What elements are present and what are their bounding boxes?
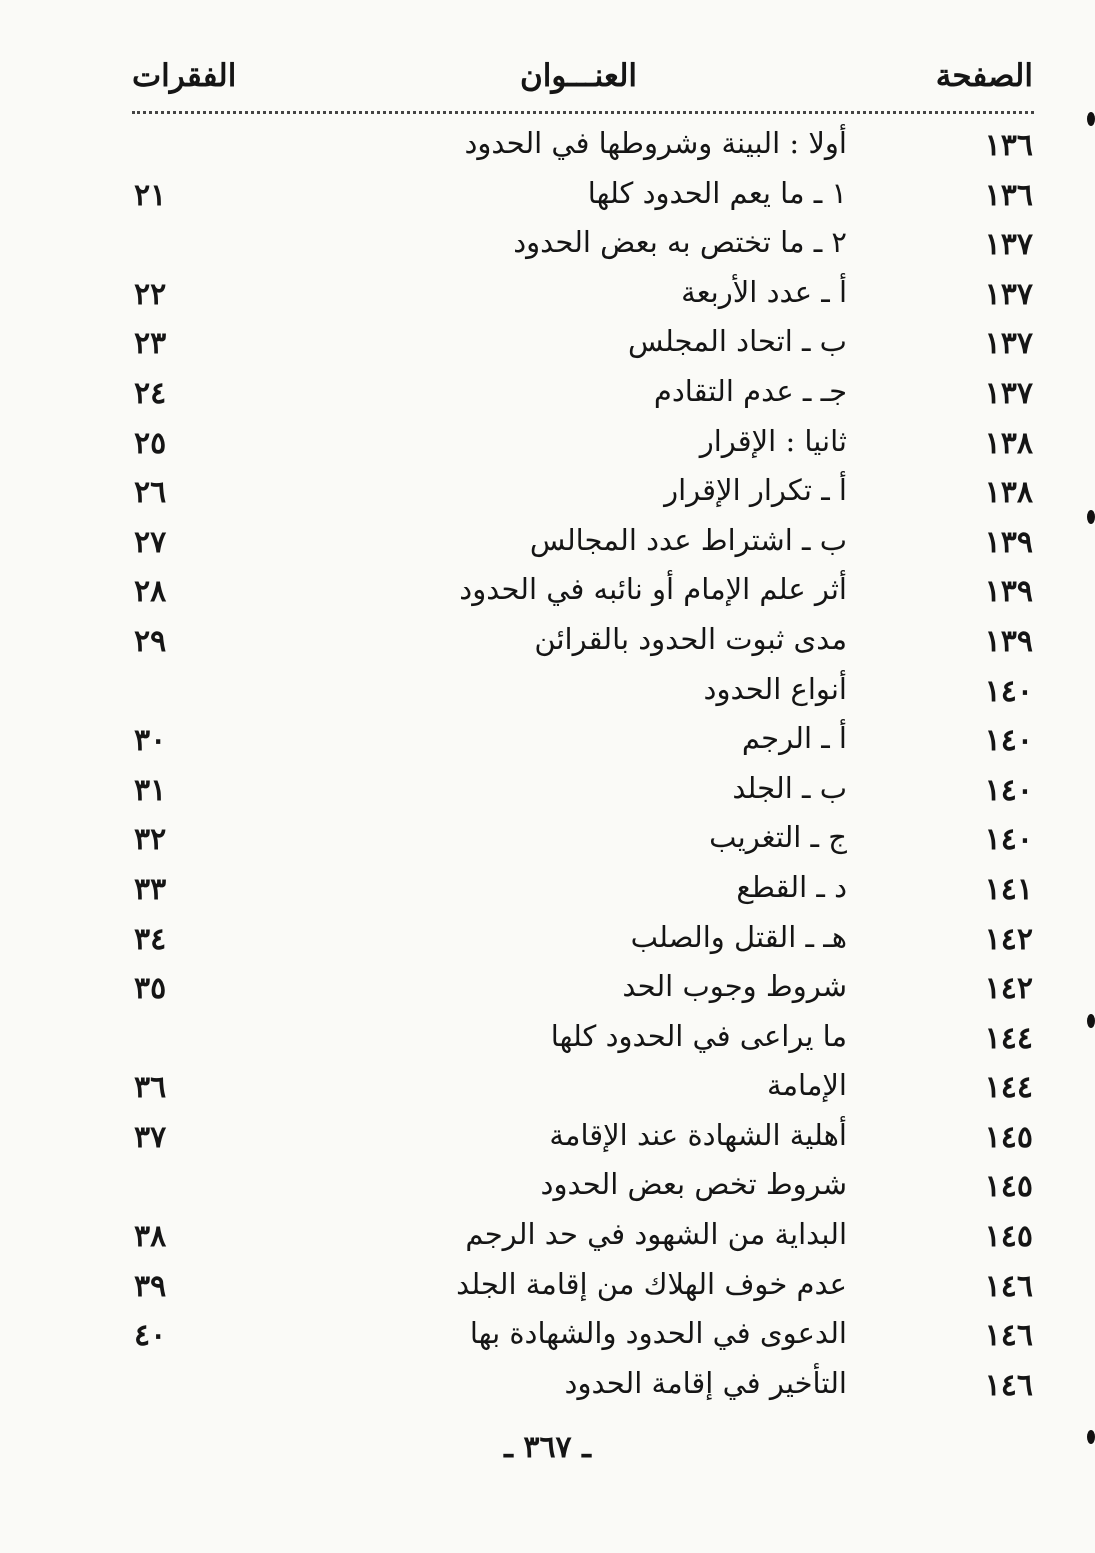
entry-page-number: ١٤٦ (984, 1367, 1033, 1403)
index-list (0, 126, 1095, 1415)
list-item (0, 672, 1095, 722)
list-item (0, 1316, 1095, 1366)
entry-paragraph-number: ٣٦ (134, 1070, 167, 1106)
entry-title: جـ ـ عدم التقادم (653, 373, 847, 408)
entry-paragraph-number: ٤٠ (134, 1318, 167, 1354)
entry-title: عدم خوف الهلاك من إقامة الجلد (456, 1266, 847, 1301)
entry-page-number: ١٤٠ (984, 772, 1033, 808)
entry-paragraph-number: ٢٣ (134, 326, 167, 362)
entry-title: أولا : البينة وشروطها في الحدود (464, 126, 847, 160)
entry-page-number: ١٣٧ (984, 276, 1033, 312)
entry-page-number: ١٤٠ (984, 673, 1033, 709)
entry-page-number: ١٤٤ (984, 1020, 1033, 1056)
entry-title: شروط تخص بعض الحدود (540, 1167, 847, 1202)
header-title-label: العنـــوان (520, 58, 638, 94)
entry-page-number: ١٣٩ (984, 623, 1033, 659)
entry-paragraph-number: ٢٥ (134, 425, 167, 461)
entry-title: الدعوى في الحدود والشهادة بها (469, 1316, 847, 1351)
entry-page-number: ١٤٦ (984, 1268, 1033, 1304)
entry-title: أ ـ عدد الأربعة (681, 274, 847, 309)
entry-page-number: ١٣٦ (984, 177, 1033, 213)
entry-paragraph-number: ٢٨ (134, 574, 167, 610)
list-item (0, 1019, 1095, 1069)
list-item (0, 424, 1095, 474)
entry-title: هـ ـ القتل والصلب (630, 919, 847, 954)
list-item (0, 473, 1095, 523)
entry-title: ١ ـ ما يعم الحدود كلها (587, 175, 847, 210)
entry-title: ب ـ اشتراط عدد المجالس (529, 522, 847, 557)
entry-page-number: ١٤٥ (984, 1119, 1033, 1155)
list-item (0, 622, 1095, 672)
entry-title: البداية من الشهود في حد الرجم (465, 1217, 847, 1252)
entry-page-number: ١٤٠ (984, 822, 1033, 858)
entry-page-number: ١٣٧ (984, 227, 1033, 263)
entry-page-number: ١٣٦ (984, 128, 1033, 163)
list-item (0, 374, 1095, 424)
entry-title: ب ـ الجلد (732, 770, 847, 805)
entry-page-number: ١٣٩ (984, 524, 1033, 560)
entry-paragraph-number: ٢٩ (134, 623, 167, 659)
entry-page-number: ١٤٢ (984, 921, 1033, 957)
binding-mark (1087, 510, 1095, 524)
table-header (0, 58, 1095, 102)
list-item (0, 920, 1095, 970)
entry-paragraph-number: ٢٤ (134, 375, 167, 411)
list-item (0, 721, 1095, 771)
entry-page-number: ١٤٥ (984, 1219, 1033, 1255)
binding-mark (1087, 1014, 1095, 1028)
list-item (0, 176, 1095, 226)
list-item (0, 870, 1095, 920)
entry-page-number: ١٤٢ (984, 971, 1033, 1007)
entry-page-number: ١٣٨ (984, 425, 1033, 461)
entry-page-number: ١٣٧ (984, 326, 1033, 362)
list-item (0, 523, 1095, 573)
entry-page-number: ١٤٥ (984, 1169, 1033, 1205)
entry-page-number: ١٤٤ (984, 1070, 1033, 1106)
entry-title: الإمامة (766, 1068, 847, 1103)
entry-paragraph-number: ٢١ (134, 177, 167, 213)
entry-title: أ ـ تكرار الإقرار (664, 473, 847, 508)
entry-title: التأخير في إقامة الحدود (564, 1365, 847, 1400)
entry-title: أنواع الحدود (703, 671, 847, 706)
entry-title: ٢ ـ ما تختص به بعض الحدود (513, 225, 847, 260)
list-item (0, 1118, 1095, 1168)
entry-page-number: ١٣٩ (984, 574, 1033, 610)
entry-paragraph-number: ٣٤ (134, 921, 167, 957)
entry-title: ثانيا : الإقرار (699, 423, 847, 458)
list-item (0, 1167, 1095, 1217)
list-item (0, 225, 1095, 275)
list-item (0, 820, 1095, 870)
entry-paragraph-number: ٢٢ (134, 276, 167, 312)
list-item (0, 1217, 1095, 1267)
list-item (0, 324, 1095, 374)
entry-paragraph-number: ٣٣ (134, 871, 167, 907)
entry-paragraph-number: ٣٢ (134, 822, 167, 858)
header-page-label: الصفحة (935, 58, 1033, 94)
entry-paragraph-number: ٣٧ (134, 1119, 167, 1155)
entry-paragraph-number: ٣٩ (134, 1268, 167, 1304)
entry-page-number: ١٤١ (984, 871, 1033, 907)
entry-page-number: ١٣٨ (984, 475, 1033, 511)
entry-page-number: ١٤٦ (984, 1318, 1033, 1354)
list-item (0, 275, 1095, 325)
header-dotted-rule (132, 111, 1034, 114)
entry-paragraph-number: ٣٥ (134, 971, 167, 1007)
page-number: ـ ٣٦٧ ـ (504, 1430, 591, 1465)
list-item (0, 1068, 1095, 1118)
list-item (0, 126, 1095, 176)
entry-title: أهلية الشهادة عند الإقامة (549, 1117, 847, 1152)
list-item (0, 1366, 1095, 1416)
entry-title: شروط وجوب الحد (622, 969, 847, 1004)
list-item (0, 572, 1095, 622)
list-item (0, 1267, 1095, 1317)
entry-title: أثر علم الإمام أو نائبه في الحدود (459, 572, 847, 607)
entry-title: ج ـ التغريب (709, 820, 847, 855)
entry-paragraph-number: ٢٦ (134, 475, 167, 511)
entry-page-number: ١٤٠ (984, 723, 1033, 759)
entry-title: د ـ القطع (736, 869, 847, 904)
list-item (0, 969, 1095, 1019)
list-item (0, 771, 1095, 821)
binding-mark (1087, 1430, 1095, 1444)
entry-paragraph-number: ٣٠ (134, 723, 167, 759)
entry-paragraph-number: ٣٨ (134, 1219, 167, 1255)
entry-title: ب ـ اتحاد المجلس (627, 324, 847, 359)
binding-mark (1087, 112, 1095, 126)
entry-title: مدى ثبوت الحدود بالقرائن (534, 621, 847, 656)
entry-title: ما يراعى في الحدود كلها (550, 1018, 847, 1053)
entry-paragraph-number: ٢٧ (134, 524, 167, 560)
entry-title: أ ـ الرجم (741, 721, 847, 756)
header-paragraphs-label: الفقرات (132, 58, 237, 94)
entry-page-number: ١٣٧ (984, 375, 1033, 411)
entry-paragraph-number: ٣١ (134, 772, 167, 808)
